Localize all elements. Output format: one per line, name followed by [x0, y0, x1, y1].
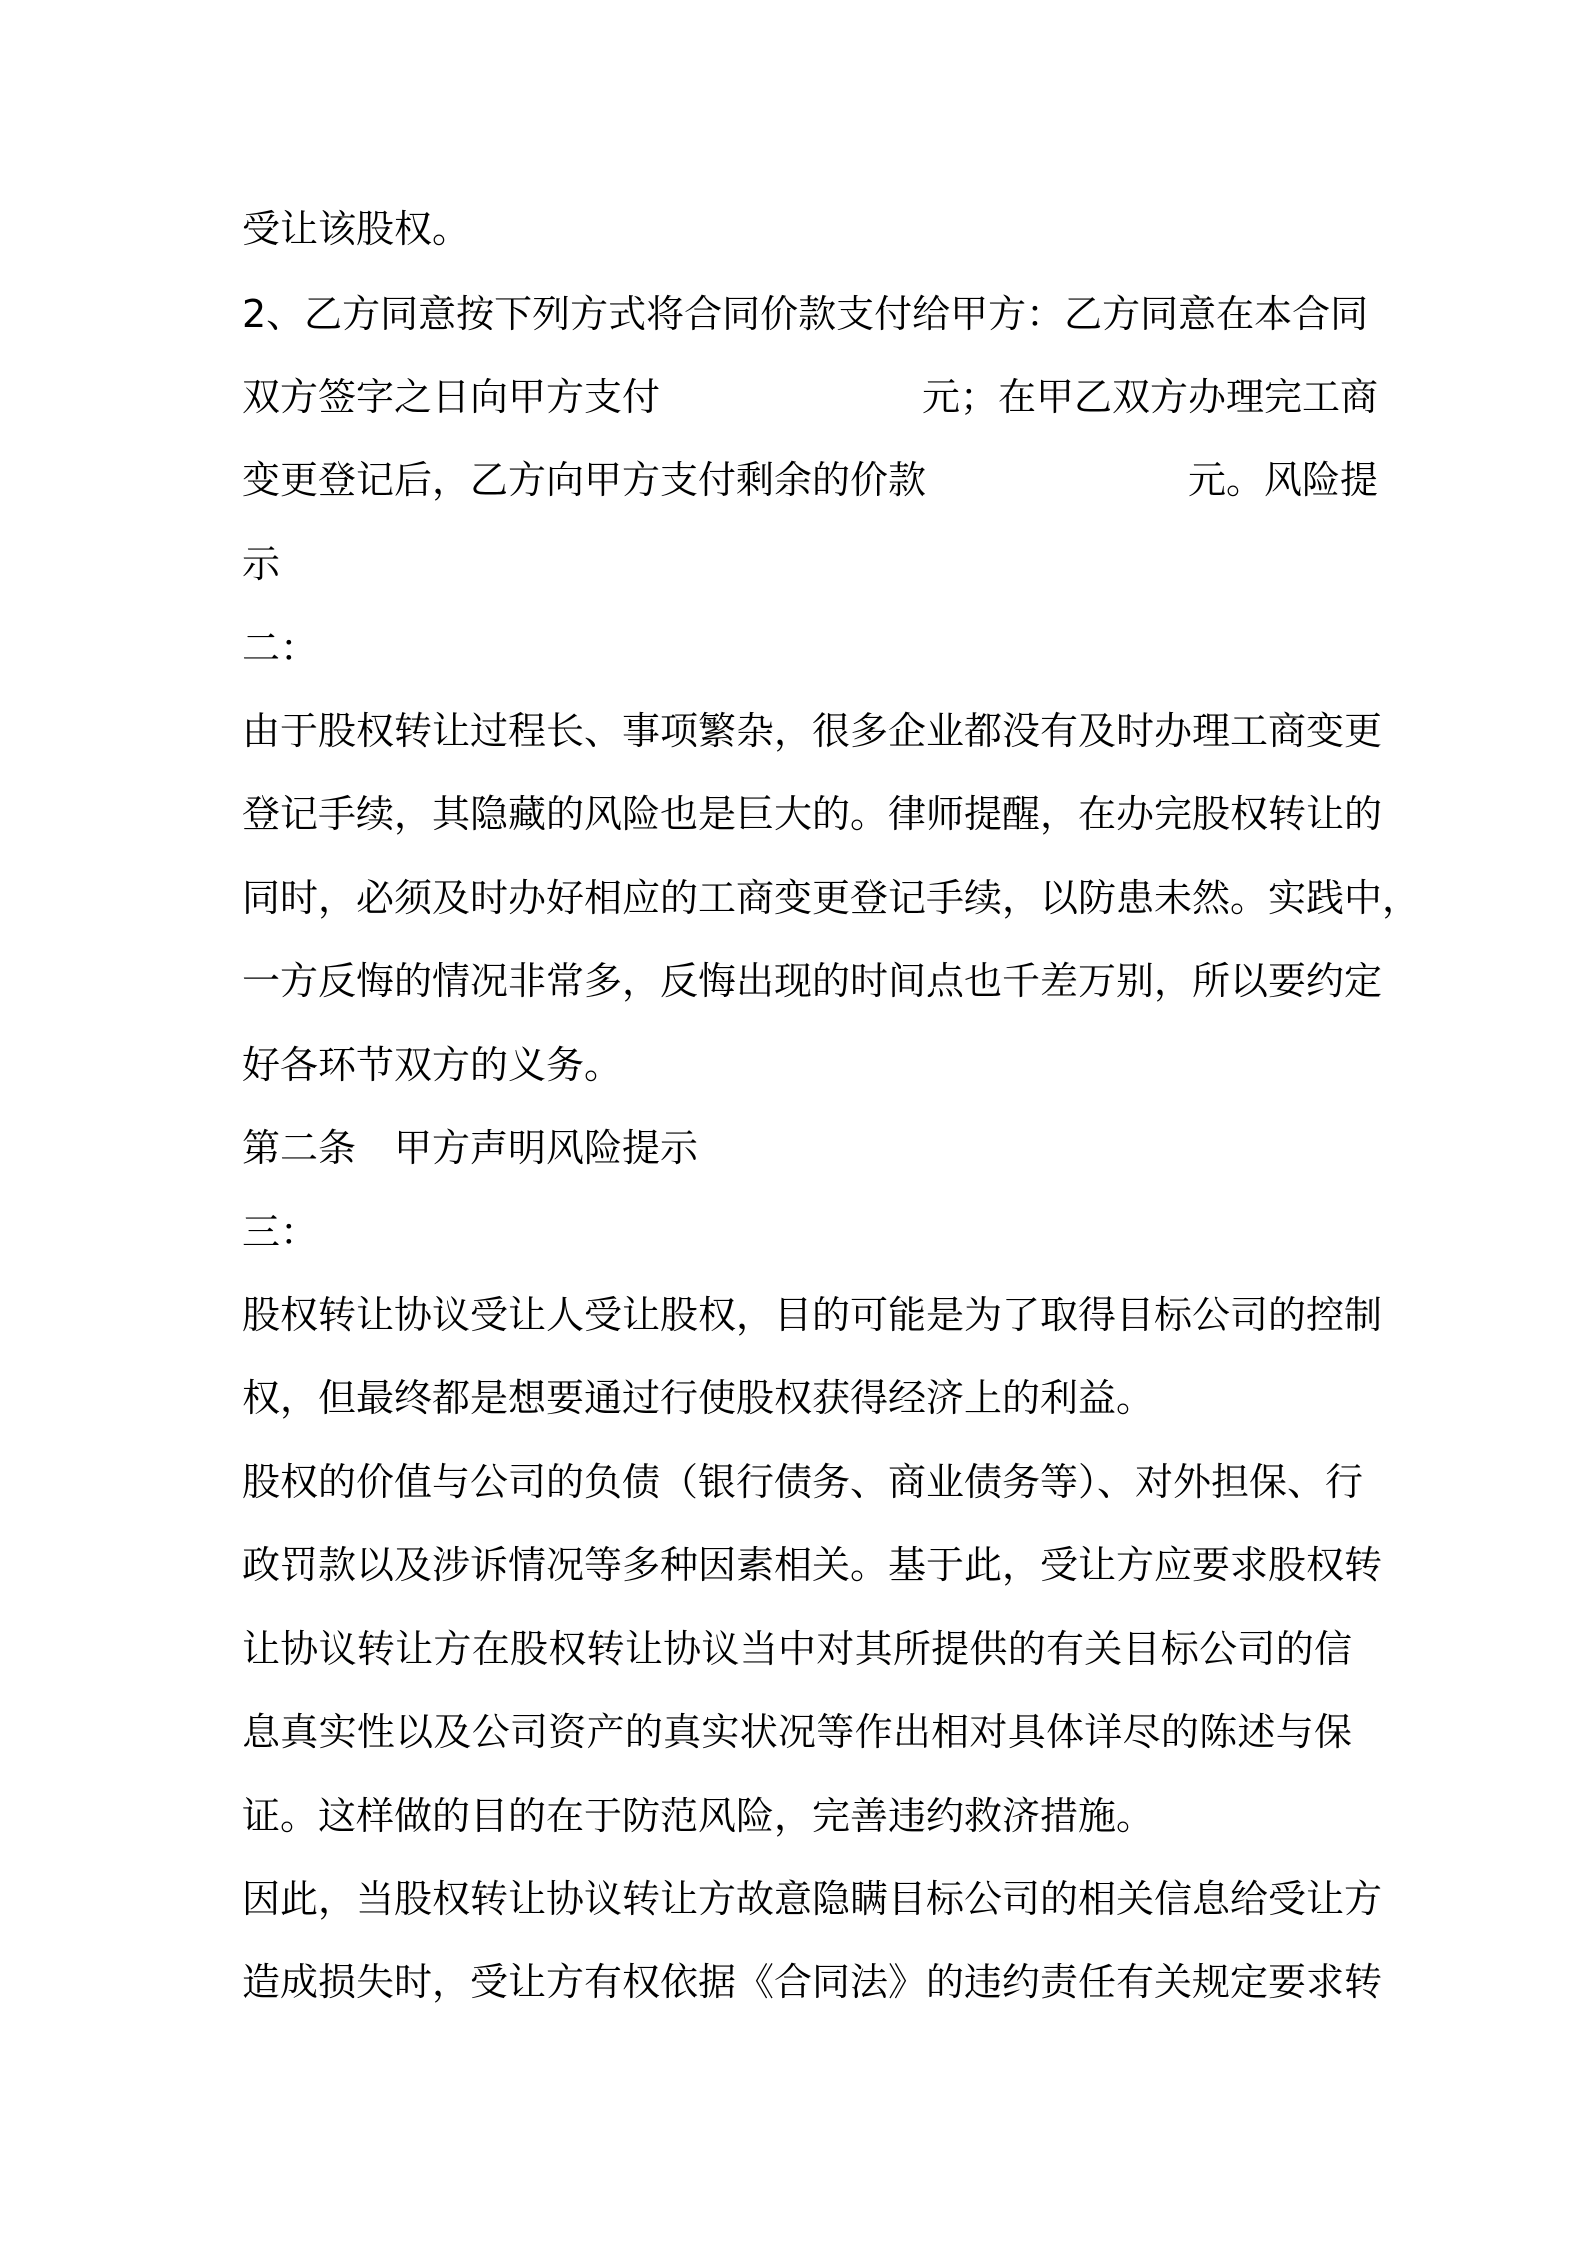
section-marker: 三：	[242, 1210, 319, 1254]
text-line: 权，但最终都是想要通过行使股权获得经济上的利益。	[242, 1376, 1155, 1420]
text-line: 登记手续，其隐藏的风险也是巨大的。律师提醒，在办完股权转让的	[242, 792, 1383, 836]
text-segment: 元。风险提	[1188, 458, 1379, 502]
text-line: 由于股权转让过程长、事项繁杂，很多企业都没有及时办理工商变更	[242, 709, 1383, 753]
text-line: 让协议转让方在股权转让协议当中对其所提供的有关目标公司的信	[242, 1627, 1352, 1671]
text-line: 证。这样做的目的在于防范风险，完善违约救济措施。	[242, 1794, 1155, 1838]
text-segment: 元；在甲乙双方办理完工商	[922, 375, 1379, 419]
text-line: 受让该股权。	[242, 207, 471, 251]
text-line: 因此，当股权转让协议转让方故意隐瞒目标公司的相关信息给受让方	[242, 1877, 1383, 1921]
text-line: 息真实性以及公司资产的真实状况等作出相对具体详尽的陈述与保	[242, 1710, 1352, 1754]
article-heading: 第二条 甲方声明风险提示	[242, 1126, 699, 1170]
text-line: 一方反悔的情况非常多，反悔出现的时间点也千差万别，所以要约定	[242, 959, 1383, 1003]
text-line: 2、乙方同意按下列方式将合同价款支付给甲方：乙方同意在本合同	[242, 292, 1369, 336]
text-line-with-blank	[242, 456, 1379, 504]
text-line-with-blank	[242, 373, 1379, 421]
text-line: 股权转让协议受让人受让股权，目的可能是为了取得目标公司的控制	[242, 1293, 1383, 1337]
text-line: 政罚款以及涉诉情况等多种因素相关。基于此，受让方应要求股权转	[242, 1543, 1383, 1587]
text-segment: 变更登记后，乙方向甲方支付剩余的价款	[242, 458, 927, 502]
text-line: 股权的价值与公司的负债（银行债务、商业债务等）、对外担保、行	[242, 1460, 1364, 1504]
section-marker: 二：	[242, 626, 319, 670]
text-line: 示	[242, 542, 281, 586]
text-line: 造成损失时，受让方有权依据《合同法》的违约责任有关规定要求转	[242, 1960, 1383, 2004]
text-segment: 双方签字之日向甲方支付	[242, 375, 661, 419]
text-line: 同时，必须及时办好相应的工商变更登记手续，以防患未然。实践中，	[242, 876, 1421, 920]
text-line: 好各环节双方的义务。	[242, 1043, 623, 1087]
